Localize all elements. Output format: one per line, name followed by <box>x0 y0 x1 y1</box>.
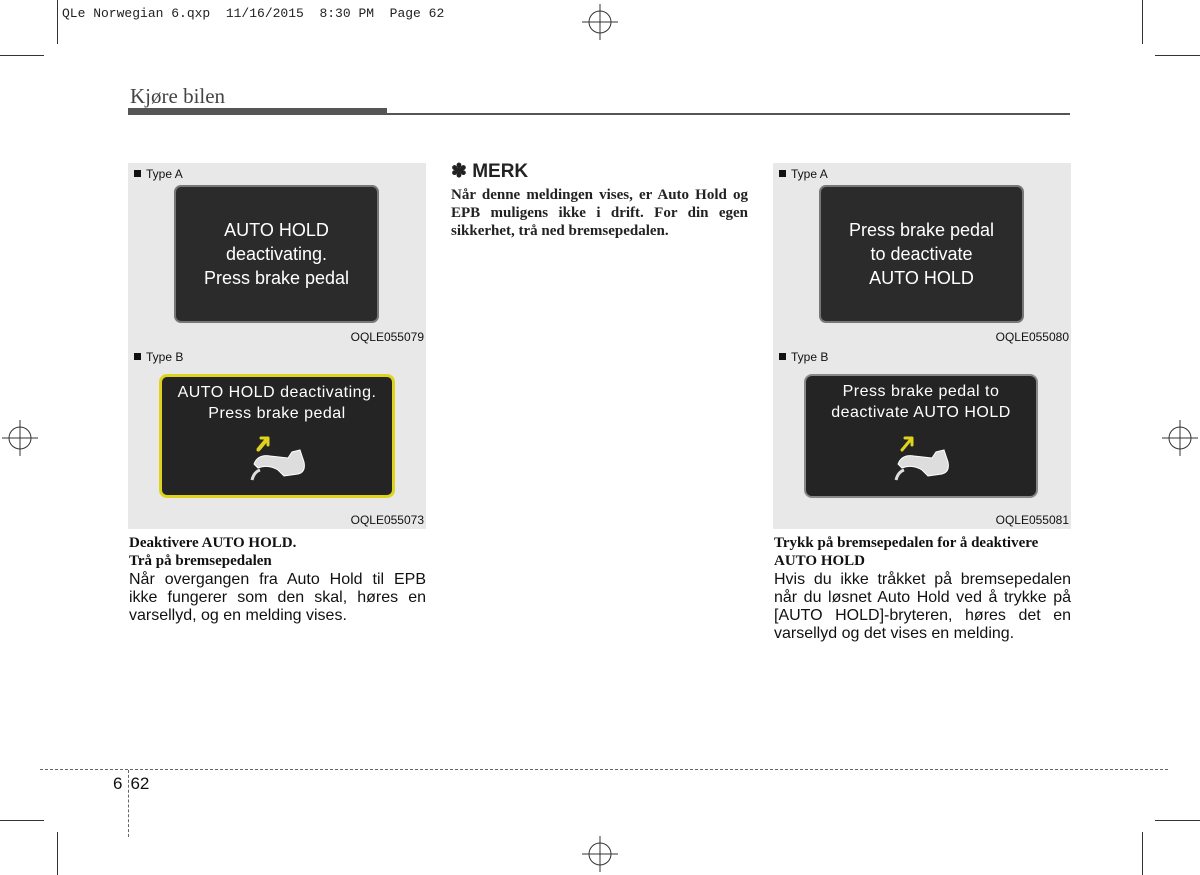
registration-mark-icon <box>582 4 618 40</box>
display-line: deactivate AUTO HOLD <box>831 404 1011 421</box>
caption <box>129 534 426 570</box>
cluster-display <box>159 374 395 498</box>
registration-mark-icon <box>582 836 618 872</box>
type-label: Type B <box>134 350 183 364</box>
type-label: Type A <box>779 167 828 181</box>
note-body: Når denne meldingen vises, er Auto Hold og EPB muligens ikke i drift. For din egen sikkerhet, trå ned bremsepedalen. <box>451 187 748 239</box>
crop-mark <box>0 820 44 821</box>
square-bullet-icon <box>134 353 141 360</box>
caption-line: Trykk på bremsepedalen for å deaktivere <box>774 535 1039 551</box>
caption-line: Deaktivere AUTO HOLD. <box>129 535 297 551</box>
page-number <box>113 774 149 794</box>
cluster-display <box>804 374 1038 498</box>
brake-pedal-icon <box>892 434 958 486</box>
figure-type-b-left <box>128 346 426 529</box>
caption <box>774 534 1071 570</box>
display-line: AUTO HOLD deactivating. <box>177 384 377 401</box>
figure-code: OQLE055079 <box>350 330 424 344</box>
section-title: Kjøre bilen <box>130 84 226 108</box>
crop-mark <box>1155 820 1200 821</box>
display-line: deactivating. <box>225 244 328 264</box>
body-paragraph: Hvis du ikke tråkket på bremsepedalen når du løsnet Auto Hold ved å trykke på [AUTO HOLD]-bryteren, høres det en varsellyd og det vises en melding. <box>774 571 1071 642</box>
display-line: Press brake pedal <box>203 268 350 288</box>
crop-mark <box>57 832 58 875</box>
caption-line: Trå på bremsepedalen <box>129 553 272 569</box>
display-line: AUTO HOLD <box>224 220 329 240</box>
figure-code: OQLE055081 <box>995 513 1069 527</box>
caption-line: AUTO HOLD <box>774 553 865 569</box>
figure-type-b-right <box>773 346 1071 529</box>
display-line: AUTO HOLD <box>869 268 974 288</box>
crop-mark <box>1142 0 1143 44</box>
figure-type-a-right <box>773 163 1071 346</box>
type-label: Type A <box>134 167 183 181</box>
figure-code: OQLE055073 <box>350 513 424 527</box>
note-title: ✽ MERK <box>451 161 529 182</box>
cluster-display <box>174 185 379 323</box>
body-paragraph: Når overgangen fra Auto Hold til EPB ikke fungerer som den skal, høres en varsellyd, og en melding vises. <box>129 571 426 624</box>
cluster-display <box>819 185 1024 323</box>
figure-type-a-left <box>128 163 426 346</box>
square-bullet-icon <box>779 170 786 177</box>
print-header: QLe Norwegian 6.qxp 11/16/2015 8:30 PM Page 62 <box>62 6 445 21</box>
title-rule-thick <box>128 108 387 115</box>
title-rule-thin <box>387 113 1070 115</box>
square-bullet-icon <box>134 170 141 177</box>
footer-rule <box>40 769 1168 770</box>
display-line: to deactivate <box>870 244 973 264</box>
display-line: Press brake pedal to <box>842 383 1000 400</box>
display-line: Press brake pedal <box>208 405 346 422</box>
crop-mark <box>1155 55 1200 56</box>
crop-mark <box>57 0 58 44</box>
registration-mark-icon <box>2 420 38 456</box>
brake-pedal-icon <box>248 434 314 486</box>
crop-mark <box>1142 832 1143 875</box>
display-line: Press brake pedal <box>848 220 995 240</box>
chapter-number: 6 <box>113 774 123 793</box>
registration-mark-icon <box>1162 420 1198 456</box>
crop-mark <box>0 55 44 56</box>
figure-code: OQLE055080 <box>995 330 1069 344</box>
page-number-value: 62 <box>130 774 150 793</box>
square-bullet-icon <box>779 353 786 360</box>
type-label: Type B <box>779 350 828 364</box>
